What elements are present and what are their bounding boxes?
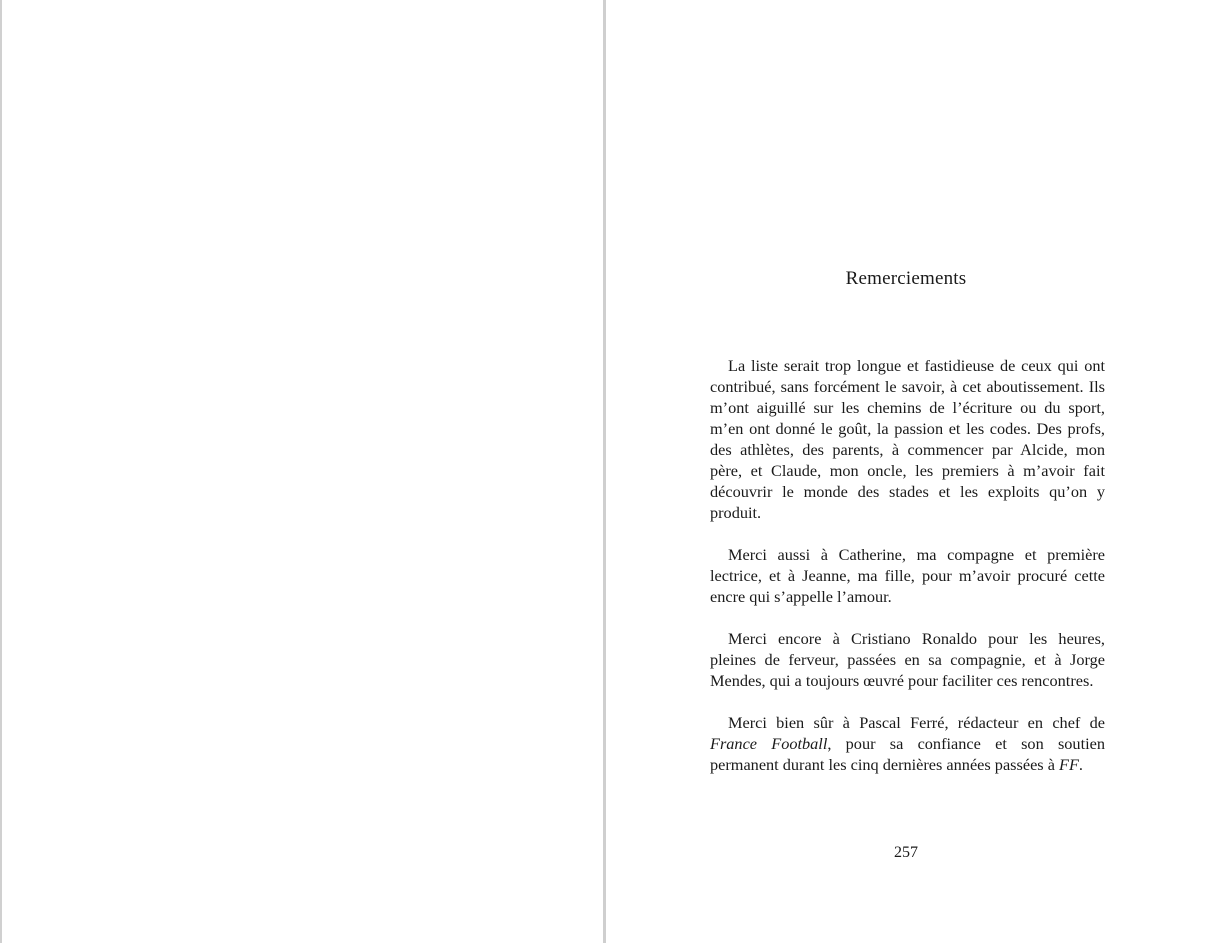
text-segment: Merci bien sûr à Pascal Ferré, rédacteur en chef de: [728, 713, 1105, 732]
paragraph: [710, 544, 1105, 607]
paragraph: [710, 712, 1105, 775]
right-page: [606, 0, 1206, 943]
text-segment: La liste serait trop longue et fastidieuse de ceux qui ont contribué, sans forcément le savoir, à cet aboutissement. Ils m’ont aiguillé sur les chemins de l’écriture ou du sport, m’en ont donné le goût, la passion et les codes. Des profs, des athlètes, des parents, à commencer par Alcide, mon père, et Claude, mon oncle, les premiers à m’avoir fait découvrir le monde des stades et les exploits qu’on y produit.: [710, 356, 1105, 522]
body-text: [710, 355, 1105, 796]
text-segment: , pour sa confiance et son soutien permanent durant les cinq dernières années passées à: [710, 734, 1105, 774]
italic-text-segment: FF: [1059, 755, 1079, 774]
paragraph: [710, 355, 1105, 523]
text-segment: Merci encore à Cristiano Ronaldo pour les heures, pleines de ferveur, passées en sa compagnie, et à Jorge Mendes, qui a toujours œuvré pour faciliter ces rencontres.: [710, 629, 1105, 690]
text-segment: .: [1078, 755, 1083, 774]
page-number: 257: [894, 844, 918, 861]
italic-text-segment: France Football: [710, 734, 828, 753]
paragraph: [710, 628, 1105, 691]
text-segment: Merci aussi à Catherine, ma compagne et première lectrice, et à Jeanne, ma fille, pour m’avoir procuré cette encre qui s’appelle l’amour.: [710, 545, 1105, 606]
chapter-title: Remerciements: [845, 268, 967, 289]
